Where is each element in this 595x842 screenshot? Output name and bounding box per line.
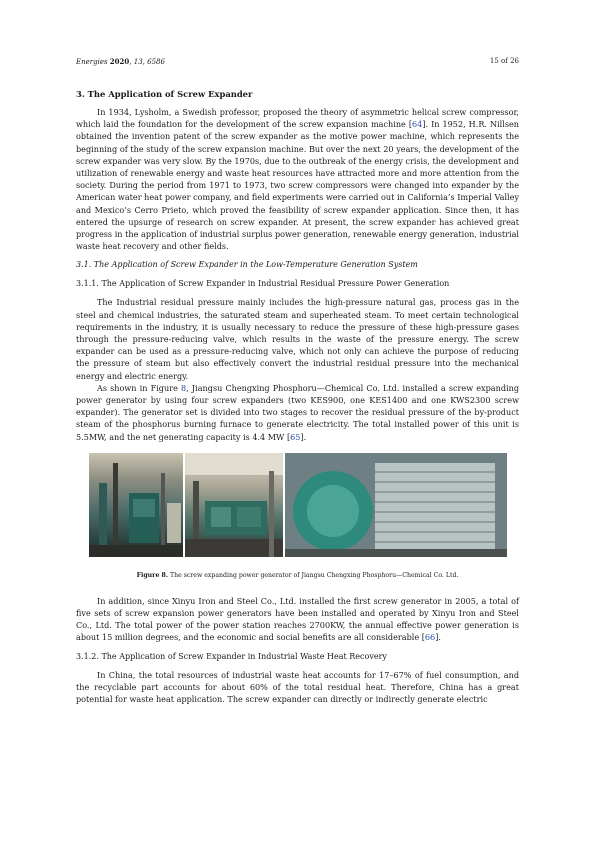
figure-caption-text: The screw expanding power generator of Jiangsu Chengxing Phosphoru—Chemical Co. Ltd. xyxy=(169,571,459,579)
paragraph-residual-pressure: The Industrial residual pressure mainly includes the high-pressure natural gas, process gas in the steel and chemical industries, the saturated steam and superheated steam. To meet certain technological requirements in the industry, it is usually necessary to reduce the pressure of these high-pressure gases through the pressure-reducing valve, which results in the waste of the pressure energy. The screw expander can be used as a pressure-reducing valve, which not only can achieve the purpose of reducing the pressure of steam but also effectively convert the industrial residual pressure into the mechanical energy and electric energy. xyxy=(76,297,519,381)
paragraph-figure8-reference xyxy=(76,382,519,443)
journal-volume: 13 xyxy=(133,58,143,66)
journal-citation: Energies 2020, 13, 6586 xyxy=(76,57,165,66)
page-number: 15 of 26 xyxy=(489,57,519,65)
section-heading-3: 3. The Application of Screw Expander xyxy=(76,89,253,99)
figure-label: Figure 8. xyxy=(136,571,168,579)
journal-year: 2020 xyxy=(109,57,130,66)
citation-link-64[interactable]: 64 xyxy=(412,119,423,130)
figure-8-photo-left xyxy=(89,453,183,557)
paragraph-history xyxy=(76,106,519,252)
figure-8-photo-right-drawing xyxy=(285,453,507,557)
journal-name: Energies xyxy=(76,58,108,66)
article-number: 6586 xyxy=(147,58,165,66)
citation-link-65[interactable]: 65 xyxy=(290,431,301,442)
running-header xyxy=(76,57,519,67)
figure-8-photo-middle-drawing xyxy=(185,453,283,557)
text: As shown in Figure xyxy=(97,382,182,393)
figure-8-caption xyxy=(76,571,519,581)
text: ]. xyxy=(300,431,307,442)
text: , Jiangsu Chengxing Phosphoru—Chemical Co. Ltd. installed a screw expanding power generator by using four screw expanders (two KES900, one KES1400 and one KWS2300 screw expander). The generator set is divided into two stages to recover the residual pressure of the by-product steam of the phosphorus burning furnace to generate electricity. The total installed power of this unit is 5.5MW, and the net generating capacity is 4.4 MW [ xyxy=(76,382,519,442)
paragraph-waste-heat: In China, the total resources of industrial waste heat accounts for 17–67% of fuel consumption, and the recyclable part accounts for about 60% of the total residual heat. Therefore, China has a great potential for waste heat application. The screw expander can directly or indirectly generate electric xyxy=(76,669,519,705)
text: ]. In 1952, H.R. Nillsen obtained the invention patent of the screw expander as the motive power machine, which represents the beginning of the study of the screw expansion machine. But over the next 20 years, the development of the screw expander was very slow. By the 1970s, due to the outbreak of the energy crisis, the development and utilization of renewable energy and waste heat resources have attracted more and more attention from the society. During the period from 1971 to 1973, two screw compressors were changed into expander by the American water heat power company, and field experiments were carried out in California’s Imperial Valley and Mexico’s Cerro Prieto, which proved the feasibility of screw expander application. Since then, it has entered the upsurge of research on screw expander. At present, the screw expander has achieved great progress in the application of industrial surplus power generation, renewable energy generation, industrial waste heat recovery and other fields. xyxy=(76,119,519,252)
subsubsection-heading-3-1-2: 3.1.2. The Application of Screw Expander in Industrial Waste Heat Recovery xyxy=(76,651,387,661)
text: In 1934, Lysholm, a Swedish professor, proposed the theory of asymmetric helical screw compressor, which laid the foundation for the development of the screw expansion machine [ xyxy=(76,107,519,130)
paragraph-xinyu xyxy=(76,595,519,644)
figure-8-photo-middle xyxy=(185,453,283,557)
figure-8-photo-left-drawing xyxy=(89,453,183,557)
article-body xyxy=(76,88,519,705)
figure-8-photo-right xyxy=(285,453,507,557)
text: ]. xyxy=(435,632,441,643)
figure-8 xyxy=(89,453,507,557)
subsection-heading-3-1: 3.1. The Application of Screw Expander in the Low-Temperature Generation System xyxy=(76,260,418,270)
citation-link-66[interactable]: 66 xyxy=(424,632,436,643)
subsubsection-heading-3-1-1: 3.1.1. The Application of Screw Expander in Industrial Residual Pressure Power Generation xyxy=(76,279,450,289)
text: In addition, since Xinyu Iron and Steel Co., Ltd. installed the first screw generator in 2005, a total of five sets of screw expansion power generators have been installed and operated by Xinyu Iron and Steel Co., Ltd. The total power of the power station reaches 2700KW, the annual effective power generation is about 15 million degrees, and the economic and social benefits are all considerable [ xyxy=(76,595,519,643)
figure-link-8[interactable]: 8 xyxy=(181,382,187,393)
